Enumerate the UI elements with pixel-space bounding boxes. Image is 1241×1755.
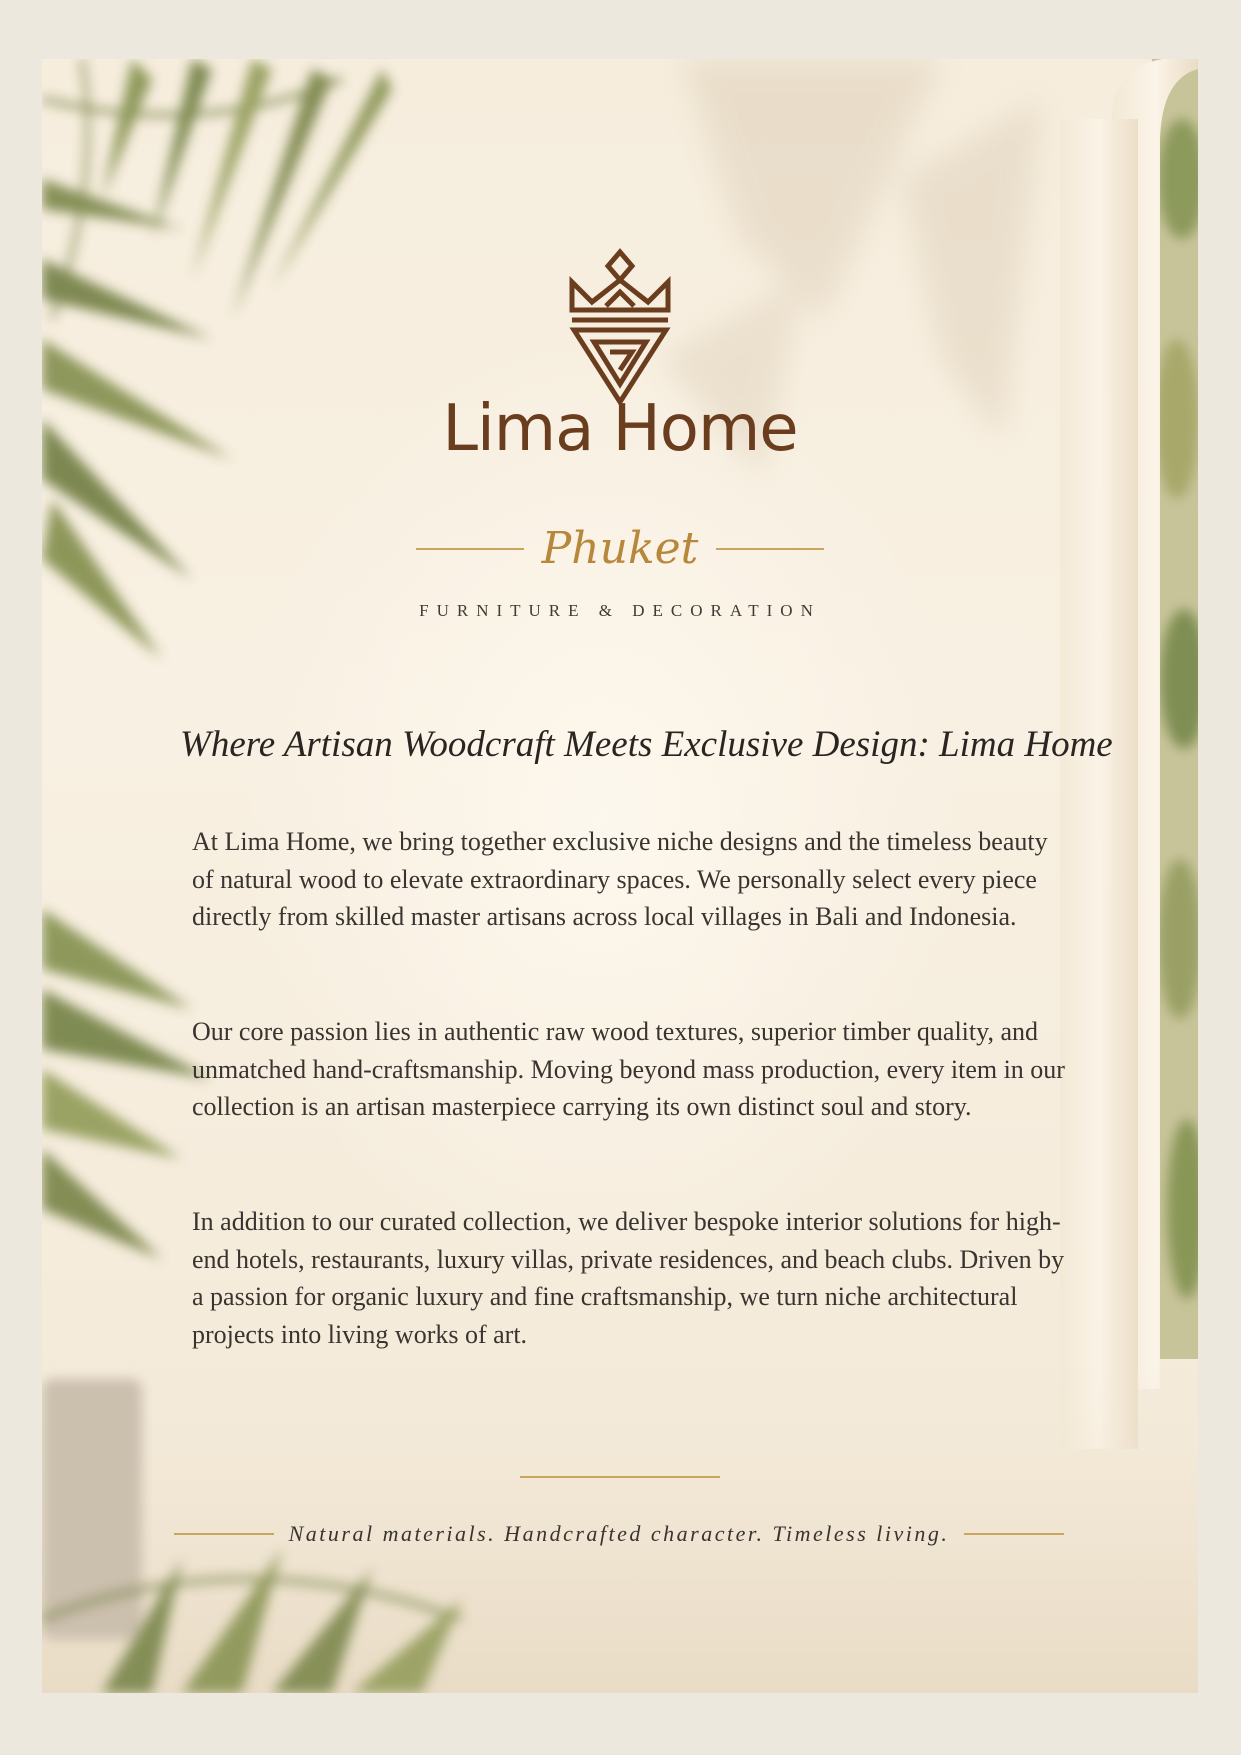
section-divider (520, 1476, 720, 1478)
body-paragraph: In addition to our curated collection, we deliver bespoke interior solutions for high-end hotels, restaurants, luxury villas, private residences, and beach clubs. Driven by a passion for organic luxury and fine craftsmanship, we turn niche architectural projects into living works of art. (192, 1207, 1065, 1349)
body-paragraph: Our core passion lies in authentic raw wood textures, superior timber quality, and unmatched hand-craftsmanship. Moving beyond mass production, every item in our collection is an artisan masterpiece carrying its own distinct soul and story. (192, 1017, 1065, 1121)
gold-rule-right (716, 548, 824, 550)
footer-tagline: Natural materials. Handcrafted character. Timeless living. (288, 1521, 950, 1546)
body-paragraph: At Lima Home, we bring together exclusive niche designs and the timeless beauty of natural wood to elevate extraordinary spaces. We personally select every piece directly from skilled master artisans across local villages in Bali and Indonesia. (192, 827, 1048, 931)
brand-tagline: FURNITURE & DECORATION (419, 601, 821, 620)
crown-triangle-logo-icon (560, 244, 680, 414)
gold-rule-left (416, 548, 524, 550)
footer-rule-left (174, 1533, 274, 1535)
headline: Where Artisan Woodcraft Meets Exclusive Design: Lima Home (180, 724, 1113, 765)
brand-location: Phuket (541, 523, 699, 574)
footer-row (174, 1521, 1064, 1547)
brand-location-row (42, 523, 1198, 574)
footer-rule-right (964, 1533, 1064, 1535)
brand-name: Lima Home (442, 392, 798, 466)
content-layer (42, 59, 1198, 1693)
brochure-page (42, 59, 1198, 1693)
